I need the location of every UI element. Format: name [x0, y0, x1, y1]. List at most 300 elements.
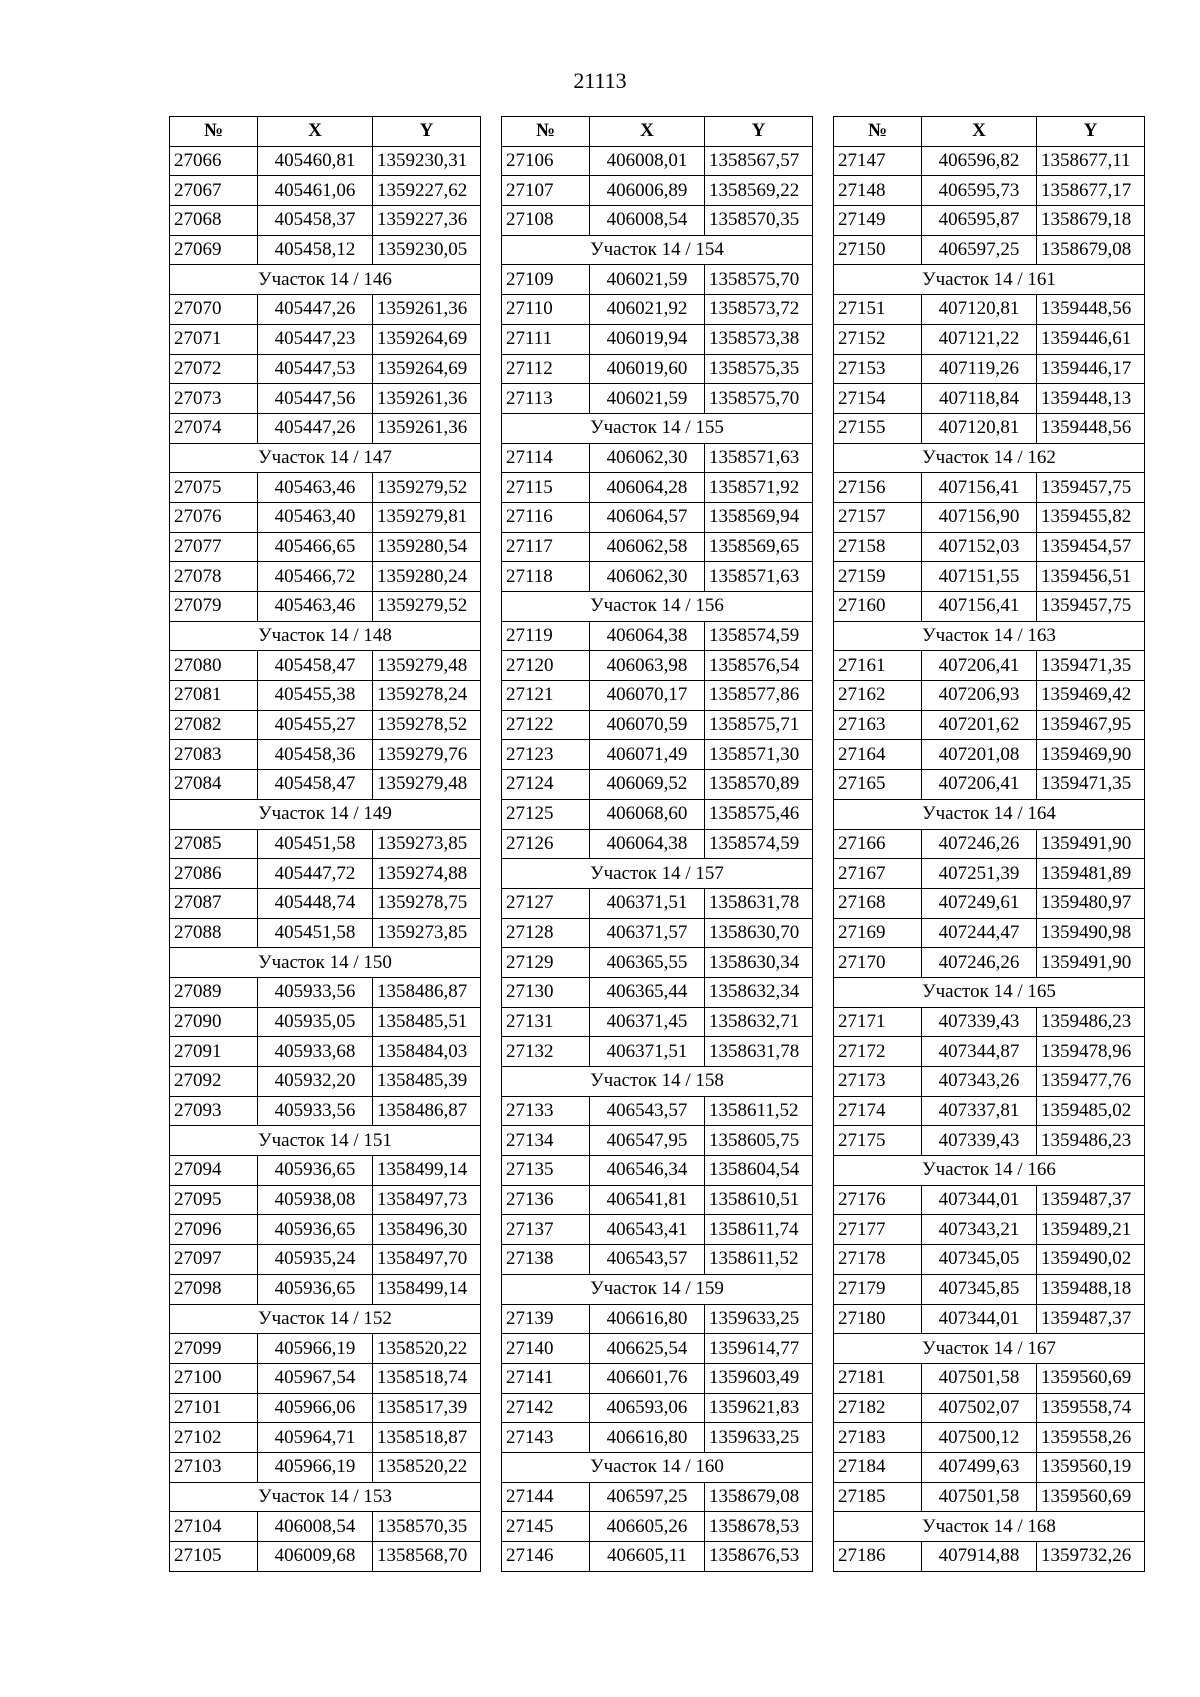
- section-label: Участок 14 / 162: [834, 443, 1145, 473]
- point-number-cell: 27068: [170, 206, 258, 236]
- x-coordinate-cell: 405447,56: [258, 384, 373, 414]
- section-row: [502, 413, 813, 443]
- x-coordinate-cell: 407201,62: [922, 710, 1037, 740]
- table-row: [834, 295, 1145, 325]
- y-coordinate-cell: 1358499,14: [373, 1274, 481, 1304]
- table-row: [502, 977, 813, 1007]
- y-coordinate-cell: 1358575,71: [705, 710, 813, 740]
- x-coordinate-cell: 406064,38: [590, 829, 705, 859]
- point-number-cell: 27157: [834, 502, 922, 532]
- table-row: [834, 651, 1145, 681]
- y-coordinate-cell: 1359560,69: [1037, 1363, 1145, 1393]
- column-header-x: X: [258, 117, 373, 147]
- table-row: [834, 1245, 1145, 1275]
- x-coordinate-cell: 406064,28: [590, 473, 705, 503]
- table-row: [502, 354, 813, 384]
- point-number-cell: 27176: [834, 1185, 922, 1215]
- point-number-cell: 27149: [834, 206, 922, 236]
- table-row: [170, 859, 481, 889]
- point-number-cell: 27067: [170, 176, 258, 206]
- coordinates-table-2: [501, 116, 813, 1572]
- point-number-cell: 27172: [834, 1037, 922, 1067]
- y-coordinate-cell: 1358497,73: [373, 1185, 481, 1215]
- point-number-cell: 27080: [170, 651, 258, 681]
- point-number-cell: 27105: [170, 1542, 258, 1572]
- x-coordinate-cell: 405936,65: [258, 1215, 373, 1245]
- x-coordinate-cell: 406068,60: [590, 799, 705, 829]
- y-coordinate-cell: 1358485,51: [373, 1007, 481, 1037]
- table-row: [834, 1067, 1145, 1097]
- table-row: [502, 443, 813, 473]
- table-row: [834, 1452, 1145, 1482]
- point-number-cell: 27161: [834, 651, 922, 681]
- point-number-cell: 27090: [170, 1007, 258, 1037]
- x-coordinate-cell: 407206,93: [922, 681, 1037, 711]
- x-coordinate-cell: 405458,12: [258, 235, 373, 265]
- x-coordinate-cell: 406625,54: [590, 1334, 705, 1364]
- table-row: [170, 829, 481, 859]
- x-coordinate-cell: 405932,20: [258, 1067, 373, 1097]
- y-coordinate-cell: 1359491,90: [1037, 829, 1145, 859]
- point-number-cell: 27167: [834, 859, 922, 889]
- table-row: [834, 473, 1145, 503]
- section-row: [834, 265, 1145, 295]
- point-number-cell: 27185: [834, 1482, 922, 1512]
- table-row: [170, 740, 481, 770]
- y-coordinate-cell: 1359469,42: [1037, 681, 1145, 711]
- y-coordinate-cell: 1358517,39: [373, 1393, 481, 1423]
- section-label: Участок 14 / 157: [502, 859, 813, 889]
- x-coordinate-cell: 405463,46: [258, 592, 373, 622]
- point-number-cell: 27075: [170, 473, 258, 503]
- y-coordinate-cell: 1359621,83: [705, 1393, 813, 1423]
- point-number-cell: 27123: [502, 740, 590, 770]
- table-row: [834, 681, 1145, 711]
- point-number-cell: 27133: [502, 1096, 590, 1126]
- table-row: [502, 1007, 813, 1037]
- point-number-cell: 27124: [502, 770, 590, 800]
- x-coordinate-cell: 407343,21: [922, 1215, 1037, 1245]
- point-number-cell: 27162: [834, 681, 922, 711]
- section-row: [834, 977, 1145, 1007]
- point-number-cell: 27089: [170, 977, 258, 1007]
- section-row: [502, 1452, 813, 1482]
- point-number-cell: 27186: [834, 1542, 922, 1572]
- y-coordinate-cell: 1358611,52: [705, 1245, 813, 1275]
- x-coordinate-cell: 405458,36: [258, 740, 373, 770]
- point-number-cell: 27183: [834, 1423, 922, 1453]
- section-label: Участок 14 / 161: [834, 265, 1145, 295]
- section-label: Участок 14 / 165: [834, 977, 1145, 1007]
- table-row: [834, 592, 1145, 622]
- point-number-cell: 27178: [834, 1245, 922, 1275]
- point-number-cell: 27122: [502, 710, 590, 740]
- point-number-cell: 27151: [834, 295, 922, 325]
- table-row: [502, 621, 813, 651]
- table-row: [170, 502, 481, 532]
- table-row: [170, 384, 481, 414]
- y-coordinate-cell: 1359491,90: [1037, 948, 1145, 978]
- y-coordinate-cell: 1359280,54: [373, 532, 481, 562]
- table-row: [170, 473, 481, 503]
- table-row: [834, 532, 1145, 562]
- table-row: [834, 1363, 1145, 1393]
- y-coordinate-cell: 1359490,98: [1037, 918, 1145, 948]
- table-row: [502, 799, 813, 829]
- x-coordinate-cell: 406070,59: [590, 710, 705, 740]
- y-coordinate-cell: 1359279,52: [373, 473, 481, 503]
- table-row: [502, 740, 813, 770]
- point-number-cell: 27079: [170, 592, 258, 622]
- y-coordinate-cell: 1359273,85: [373, 829, 481, 859]
- point-number-cell: 27114: [502, 443, 590, 473]
- x-coordinate-cell: 406543,57: [590, 1245, 705, 1275]
- section-row: [502, 592, 813, 622]
- point-number-cell: 27096: [170, 1215, 258, 1245]
- x-coordinate-cell: 407251,39: [922, 859, 1037, 889]
- section-label: Участок 14 / 147: [170, 443, 481, 473]
- x-coordinate-cell: 406019,94: [590, 324, 705, 354]
- section-label: Участок 14 / 150: [170, 948, 481, 978]
- point-number-cell: 27160: [834, 592, 922, 622]
- section-row: [170, 443, 481, 473]
- table-row: [502, 1363, 813, 1393]
- y-coordinate-cell: 1359558,74: [1037, 1393, 1145, 1423]
- point-number-cell: 27169: [834, 918, 922, 948]
- y-coordinate-cell: 1359448,13: [1037, 384, 1145, 414]
- y-coordinate-cell: 1358677,11: [1037, 146, 1145, 176]
- section-row: [502, 1274, 813, 1304]
- x-coordinate-cell: 407206,41: [922, 651, 1037, 681]
- column-header-number: №: [170, 117, 258, 147]
- point-number-cell: 27156: [834, 473, 922, 503]
- point-number-cell: 27117: [502, 532, 590, 562]
- table-row: [170, 206, 481, 236]
- y-coordinate-cell: 1358632,71: [705, 1007, 813, 1037]
- point-number-cell: 27121: [502, 681, 590, 711]
- column-header-x: X: [590, 117, 705, 147]
- table-row: [834, 1542, 1145, 1572]
- y-coordinate-cell: 1359469,90: [1037, 740, 1145, 770]
- x-coordinate-cell: 406365,44: [590, 977, 705, 1007]
- x-coordinate-cell: 405938,08: [258, 1185, 373, 1215]
- y-coordinate-cell: 1359227,62: [373, 176, 481, 206]
- point-number-cell: 27119: [502, 621, 590, 651]
- x-coordinate-cell: 405458,37: [258, 206, 373, 236]
- y-coordinate-cell: 1358571,63: [705, 562, 813, 592]
- section-row: [502, 1067, 813, 1097]
- point-number-cell: 27066: [170, 146, 258, 176]
- point-number-cell: 27097: [170, 1245, 258, 1275]
- x-coordinate-cell: 406062,30: [590, 562, 705, 592]
- x-coordinate-cell: 407156,41: [922, 592, 1037, 622]
- table-row: [502, 1334, 813, 1364]
- x-coordinate-cell: 406595,73: [922, 176, 1037, 206]
- y-coordinate-cell: 1359456,51: [1037, 562, 1145, 592]
- y-coordinate-cell: 1358496,30: [373, 1215, 481, 1245]
- y-coordinate-cell: 1358631,78: [705, 888, 813, 918]
- point-number-cell: 27174: [834, 1096, 922, 1126]
- x-coordinate-cell: 405461,06: [258, 176, 373, 206]
- table-row: [834, 146, 1145, 176]
- table-row: [170, 562, 481, 592]
- x-coordinate-cell: 407502,07: [922, 1393, 1037, 1423]
- y-coordinate-cell: 1359633,25: [705, 1423, 813, 1453]
- section-row: [834, 1334, 1145, 1364]
- x-coordinate-cell: 406547,95: [590, 1126, 705, 1156]
- section-label: Участок 14 / 166: [834, 1156, 1145, 1186]
- table-row: [502, 384, 813, 414]
- x-coordinate-cell: 407120,81: [922, 295, 1037, 325]
- y-coordinate-cell: 1359558,26: [1037, 1423, 1145, 1453]
- y-coordinate-cell: 1359603,49: [705, 1363, 813, 1393]
- table-row: [834, 1482, 1145, 1512]
- y-coordinate-cell: 1359560,69: [1037, 1482, 1145, 1512]
- y-coordinate-cell: 1359274,88: [373, 859, 481, 889]
- section-row: [170, 621, 481, 651]
- point-number-cell: 27128: [502, 918, 590, 948]
- table-row: [502, 1393, 813, 1423]
- x-coordinate-cell: 405933,56: [258, 1096, 373, 1126]
- table-header-row: [502, 117, 813, 147]
- x-coordinate-cell: 406365,55: [590, 948, 705, 978]
- y-coordinate-cell: 1358679,18: [1037, 206, 1145, 236]
- point-number-cell: 27081: [170, 681, 258, 711]
- y-coordinate-cell: 1359279,48: [373, 770, 481, 800]
- y-coordinate-cell: 1358570,35: [705, 206, 813, 236]
- y-coordinate-cell: 1358573,72: [705, 295, 813, 325]
- table-row: [502, 829, 813, 859]
- x-coordinate-cell: 405466,65: [258, 532, 373, 562]
- point-number-cell: 27091: [170, 1037, 258, 1067]
- point-number-cell: 27154: [834, 384, 922, 414]
- point-number-cell: 27077: [170, 532, 258, 562]
- x-coordinate-cell: 406008,54: [590, 206, 705, 236]
- x-coordinate-cell: 405463,40: [258, 502, 373, 532]
- x-coordinate-cell: 405447,23: [258, 324, 373, 354]
- table-row: [170, 1185, 481, 1215]
- y-coordinate-cell: 1358678,53: [705, 1512, 813, 1542]
- point-number-cell: 27164: [834, 740, 922, 770]
- y-coordinate-cell: 1358575,70: [705, 384, 813, 414]
- section-row: [170, 1304, 481, 1334]
- y-coordinate-cell: 1359279,48: [373, 651, 481, 681]
- section-label: Участок 14 / 154: [502, 235, 813, 265]
- y-coordinate-cell: 1358571,30: [705, 740, 813, 770]
- y-coordinate-cell: 1359446,61: [1037, 324, 1145, 354]
- table-row: [834, 770, 1145, 800]
- x-coordinate-cell: 405447,53: [258, 354, 373, 384]
- point-number-cell: 27129: [502, 948, 590, 978]
- x-coordinate-cell: 407499,63: [922, 1452, 1037, 1482]
- y-coordinate-cell: 1358573,38: [705, 324, 813, 354]
- table-row: [170, 413, 481, 443]
- point-number-cell: 27086: [170, 859, 258, 889]
- point-number-cell: 27130: [502, 977, 590, 1007]
- x-coordinate-cell: 407344,01: [922, 1185, 1037, 1215]
- table-row: [170, 651, 481, 681]
- column-header-number: №: [502, 117, 590, 147]
- y-coordinate-cell: 1359560,19: [1037, 1452, 1145, 1482]
- x-coordinate-cell: 407339,43: [922, 1126, 1037, 1156]
- y-coordinate-cell: 1359477,76: [1037, 1067, 1145, 1097]
- point-number-cell: 27137: [502, 1215, 590, 1245]
- x-coordinate-cell: 405458,47: [258, 651, 373, 681]
- x-coordinate-cell: 405451,58: [258, 829, 373, 859]
- point-number-cell: 27148: [834, 176, 922, 206]
- y-coordinate-cell: 1358567,57: [705, 146, 813, 176]
- section-row: [502, 859, 813, 889]
- x-coordinate-cell: 406371,57: [590, 918, 705, 948]
- y-coordinate-cell: 1358497,70: [373, 1245, 481, 1275]
- y-coordinate-cell: 1359614,77: [705, 1334, 813, 1364]
- x-coordinate-cell: 407244,47: [922, 918, 1037, 948]
- y-coordinate-cell: 1358486,87: [373, 1096, 481, 1126]
- table-row: [834, 384, 1145, 414]
- point-number-cell: 27131: [502, 1007, 590, 1037]
- y-coordinate-cell: 1359278,75: [373, 888, 481, 918]
- x-coordinate-cell: 407344,01: [922, 1304, 1037, 1334]
- table-row: [502, 502, 813, 532]
- table-row: [170, 1393, 481, 1423]
- table-body: [170, 146, 481, 1571]
- y-coordinate-cell: 1359446,17: [1037, 354, 1145, 384]
- table-row: [502, 710, 813, 740]
- y-coordinate-cell: 1358569,94: [705, 502, 813, 532]
- point-number-cell: 27101: [170, 1393, 258, 1423]
- x-coordinate-cell: 406021,59: [590, 265, 705, 295]
- x-coordinate-cell: 407337,81: [922, 1096, 1037, 1126]
- point-number-cell: 27076: [170, 502, 258, 532]
- y-coordinate-cell: 1359455,82: [1037, 502, 1145, 532]
- table-row: [170, 1067, 481, 1097]
- y-coordinate-cell: 1359489,21: [1037, 1215, 1145, 1245]
- y-coordinate-cell: 1359486,23: [1037, 1126, 1145, 1156]
- table-row: [834, 1393, 1145, 1423]
- column-header-x: X: [922, 117, 1037, 147]
- table-row: [502, 1185, 813, 1215]
- x-coordinate-cell: 407914,88: [922, 1542, 1037, 1572]
- table-row: [502, 681, 813, 711]
- point-number-cell: 27085: [170, 829, 258, 859]
- table-row: [502, 1156, 813, 1186]
- y-coordinate-cell: 1358571,63: [705, 443, 813, 473]
- table-row: [502, 1037, 813, 1067]
- y-coordinate-cell: 1359478,96: [1037, 1037, 1145, 1067]
- y-coordinate-cell: 1359448,56: [1037, 413, 1145, 443]
- point-number-cell: 27115: [502, 473, 590, 503]
- section-label: Участок 14 / 163: [834, 621, 1145, 651]
- y-coordinate-cell: 1358486,87: [373, 977, 481, 1007]
- x-coordinate-cell: 406371,51: [590, 888, 705, 918]
- point-number-cell: 27179: [834, 1274, 922, 1304]
- x-coordinate-cell: 406019,60: [590, 354, 705, 384]
- point-number-cell: 27108: [502, 206, 590, 236]
- x-coordinate-cell: 407501,58: [922, 1482, 1037, 1512]
- point-number-cell: 27181: [834, 1363, 922, 1393]
- x-coordinate-cell: 407156,90: [922, 502, 1037, 532]
- table-row: [502, 770, 813, 800]
- y-coordinate-cell: 1359488,18: [1037, 1274, 1145, 1304]
- point-number-cell: 27112: [502, 354, 590, 384]
- table-row: [834, 888, 1145, 918]
- y-coordinate-cell: 1358574,59: [705, 829, 813, 859]
- section-row: [834, 1156, 1145, 1186]
- x-coordinate-cell: 406605,11: [590, 1542, 705, 1572]
- x-coordinate-cell: 407121,22: [922, 324, 1037, 354]
- y-coordinate-cell: 1359264,69: [373, 354, 481, 384]
- y-coordinate-cell: 1358632,34: [705, 977, 813, 1007]
- point-number-cell: 27073: [170, 384, 258, 414]
- table-row: [834, 918, 1145, 948]
- y-coordinate-cell: 1359487,37: [1037, 1304, 1145, 1334]
- table-header-row: [170, 117, 481, 147]
- table-row: [834, 1096, 1145, 1126]
- table-row: [502, 295, 813, 325]
- table-row: [834, 1215, 1145, 1245]
- point-number-cell: 27138: [502, 1245, 590, 1275]
- table-row: [170, 1156, 481, 1186]
- point-number-cell: 27182: [834, 1393, 922, 1423]
- table-row: [170, 235, 481, 265]
- coordinates-table-3: [833, 116, 1145, 1572]
- table-row: [502, 651, 813, 681]
- y-coordinate-cell: 1358575,70: [705, 265, 813, 295]
- x-coordinate-cell: 407156,41: [922, 473, 1037, 503]
- x-coordinate-cell: 406595,87: [922, 206, 1037, 236]
- y-coordinate-cell: 1359261,36: [373, 295, 481, 325]
- point-number-cell: 27103: [170, 1452, 258, 1482]
- section-row: [170, 265, 481, 295]
- point-number-cell: 27100: [170, 1363, 258, 1393]
- section-label: Участок 14 / 149: [170, 799, 481, 829]
- x-coordinate-cell: 406069,52: [590, 770, 705, 800]
- x-coordinate-cell: 406543,57: [590, 1096, 705, 1126]
- table-row: [170, 1245, 481, 1275]
- table-row: [502, 562, 813, 592]
- table-row: [502, 176, 813, 206]
- y-coordinate-cell: 1358568,70: [373, 1542, 481, 1572]
- y-coordinate-cell: 1359480,97: [1037, 888, 1145, 918]
- section-label: Участок 14 / 146: [170, 265, 481, 295]
- section-label: Участок 14 / 158: [502, 1067, 813, 1097]
- point-number-cell: 27173: [834, 1067, 922, 1097]
- table-row: [170, 1215, 481, 1245]
- table-row: [170, 295, 481, 325]
- y-coordinate-cell: 1359230,05: [373, 235, 481, 265]
- table-row: [502, 324, 813, 354]
- point-number-cell: 27092: [170, 1067, 258, 1097]
- x-coordinate-cell: 405451,58: [258, 918, 373, 948]
- y-coordinate-cell: 1359467,95: [1037, 710, 1145, 740]
- point-number-cell: 27072: [170, 354, 258, 384]
- y-coordinate-cell: 1358611,52: [705, 1096, 813, 1126]
- point-number-cell: 27143: [502, 1423, 590, 1453]
- point-number-cell: 27088: [170, 918, 258, 948]
- table-row: [170, 146, 481, 176]
- point-number-cell: 27126: [502, 829, 590, 859]
- y-coordinate-cell: 1358630,34: [705, 948, 813, 978]
- y-coordinate-cell: 1359633,25: [705, 1304, 813, 1334]
- point-number-cell: 27141: [502, 1363, 590, 1393]
- table-row: [502, 1512, 813, 1542]
- y-coordinate-cell: 1358499,14: [373, 1156, 481, 1186]
- section-row: [834, 1512, 1145, 1542]
- x-coordinate-cell: 407246,26: [922, 829, 1037, 859]
- table-row: [170, 1363, 481, 1393]
- table-row: [834, 740, 1145, 770]
- x-coordinate-cell: 405447,26: [258, 413, 373, 443]
